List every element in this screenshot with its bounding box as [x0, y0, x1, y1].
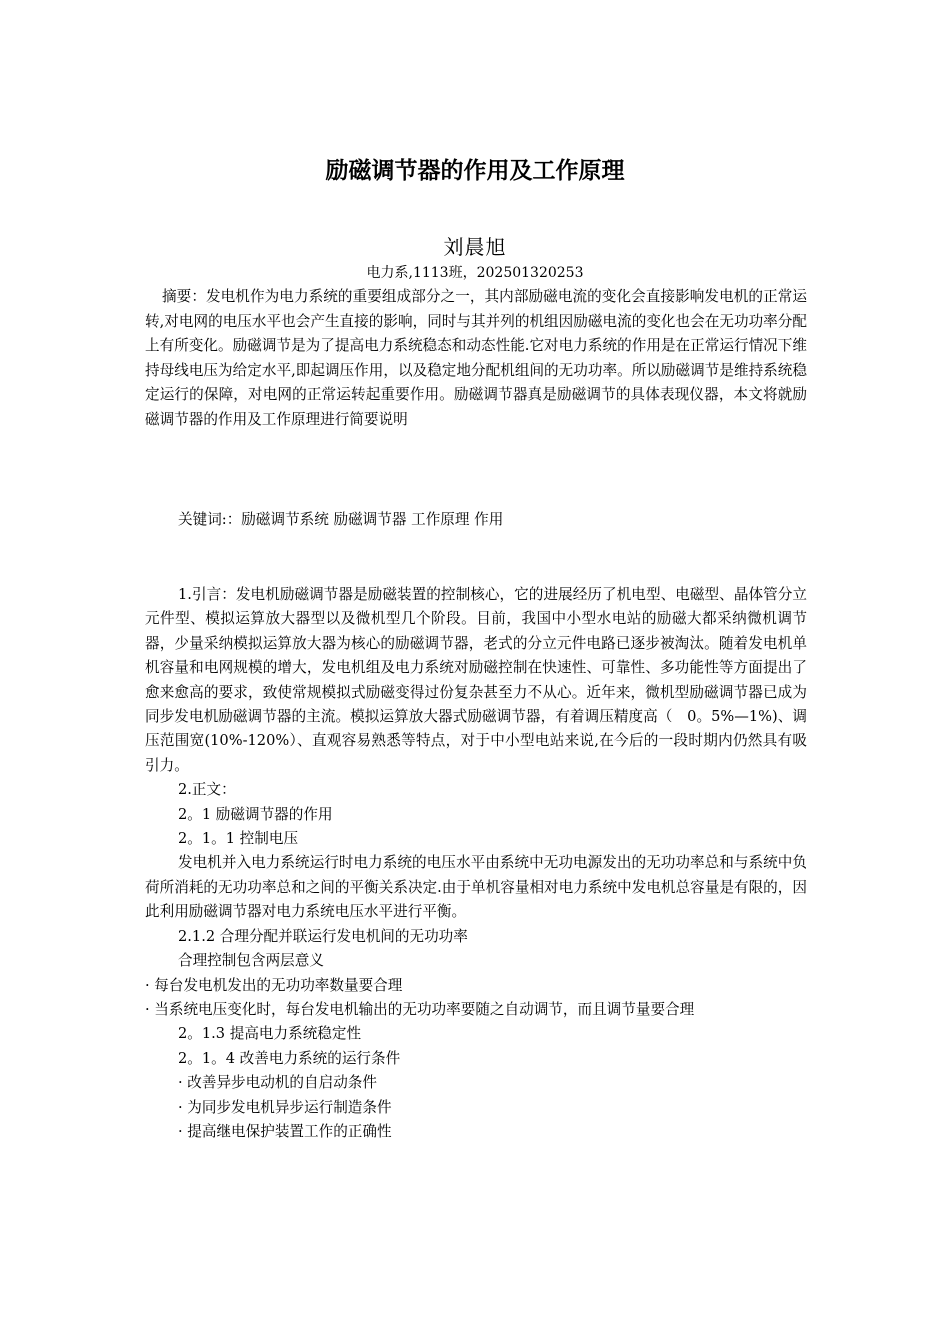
intro-paragraph: 1.引言：发电机励磁调节器是励磁装置的控制核心，它的进展经历了机电型、电磁型、晶体管分立元件型、模拟运算放大器型以及微机型几个阶段。目前，我国中小型水电站的励磁大都采纳微机调节器，少量采纳模拟运算放大器为核心的励磁调节器，老式的分立元件电路已逐步被淘汰。随着发电机单机容量和电网规模的增大，发电机组及电力系统对励磁控制在快速性、可靠性、多功能性等方面提出了愈来愈高的要求，致使常规模拟式励磁变得过份复杂甚至力不从心。近年来，微机型励磁调节器已成为同步发电机励磁调节器的主流。模拟运算放大器式励磁调节器，有着调压精度高（ 0。5%—1%)、调压范围宽(10%-120%）、直观容易熟悉等特点，对于中小型电站来说,在今后的一段时期内仍然具有吸引力。: [145, 586, 807, 774]
page-title: 励磁调节器的作用及工作原理: [325, 158, 625, 184]
document-body: [145, 583, 807, 1144]
section-heading-2-1-3: 2。1.3 提高电力系统稳定性: [178, 1025, 362, 1043]
paragraph-2-1-2: 合理控制包含两层意义: [178, 952, 324, 970]
section-heading-2-1-2: 2.1.2 合理分配并联运行发电机间的无功功率: [178, 927, 468, 945]
paragraph-2-1-1: 发电机并入电力系统运行时电力系统的电压水平由系统中无功电源发出的无功功率总和与系统中负荷所消耗的无功功率总和之间的平衡关系决定.由于单机容量相对电力系统中发电机总容量是有限的，因此利用励磁调节器对电力系统电压水平进行平衡。: [145, 854, 807, 921]
main-heading: 2.正文：: [178, 781, 236, 799]
abstract: 摘要：发电机作为电力系统的重要组成部分之一，其内部励磁电流的变化会直接影响发电机的正常运转,对电网的电压水平也会产生直接的影响，同时与其并列的机组因励磁电流的变化也会在无功功率分配上有所变化。励磁调节是为了提高电力系统稳态和动态性能.它对电力系统的作用是在正常运行情况下维持母线电压为给定水平,即起调压作用，以及稳定地分配机组间的无功功率。所以励磁调节是维持系统稳定运行的保障，对电网的正常运转起重要作用。励磁调节器真是励磁调节的具体表现仪器，本文将就励磁调节器的作用及工作原理进行简要说明: [145, 288, 807, 428]
section-heading-2-1: 2。1 励磁调节器的作用: [178, 805, 333, 823]
list-item: · 提高继电保护装置工作的正确性: [178, 1122, 392, 1140]
section-heading-2-1-4: 2。1。4 改善电力系统的运行条件: [178, 1049, 401, 1067]
list-item: · 改善异步电动机的自启动条件: [178, 1074, 377, 1092]
list-item: · 为同步发电机异步运行制造条件: [178, 1098, 392, 1116]
author-affiliation: 电力系,1113班，202501320253: [366, 265, 584, 281]
list-item: · 每台发电机发出的无功功率数量要合理: [145, 976, 403, 994]
author-name: 刘晨旭: [443, 235, 507, 259]
section-heading-2-1-1: 2。1。1 控制电压: [178, 830, 299, 848]
list-item: · 当系统电压变化时，每台发电机输出的无功功率要随之自动调节，而且调节量要合理: [145, 1000, 695, 1018]
keywords: 关键词:：励磁调节系统 励磁调节器 工作原理 作用: [178, 511, 504, 528]
